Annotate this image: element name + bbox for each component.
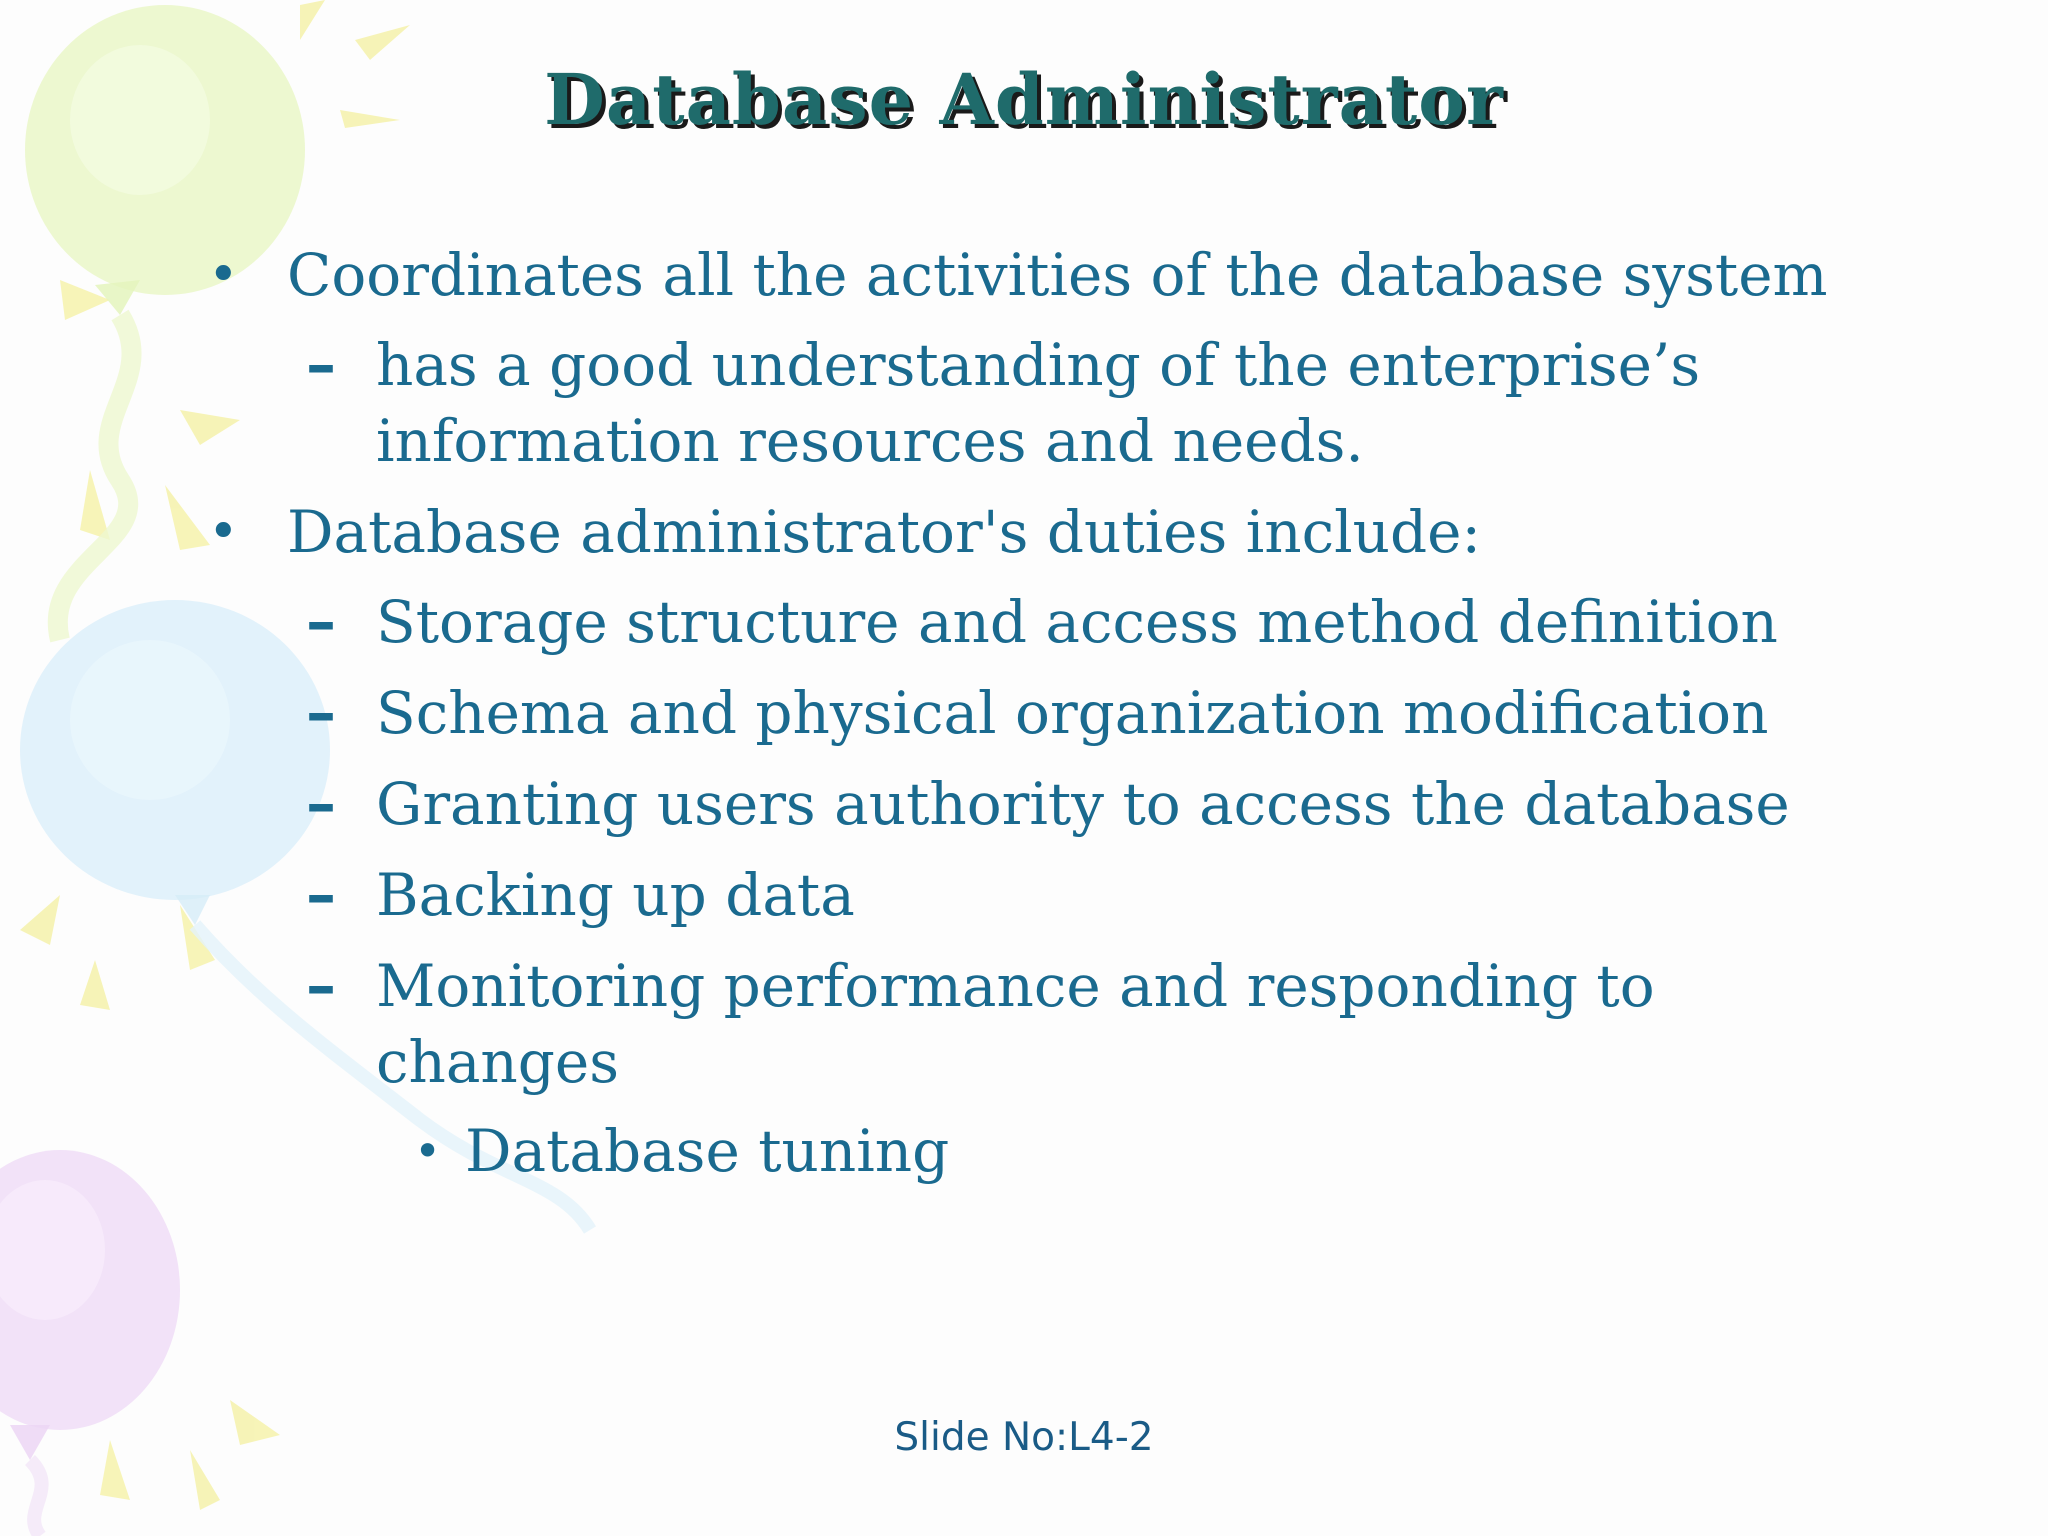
subitem-text-line: information resources and needs. bbox=[376, 407, 1364, 475]
bullet-text: Database administrator's duties include: bbox=[287, 498, 1481, 566]
subitem-text-line: has a good understanding of the enterprise’s bbox=[376, 331, 1701, 399]
subitem-text-line: Storage structure and access method definition bbox=[376, 588, 1778, 656]
dash-marker: – bbox=[306, 860, 336, 930]
subitem-text-line: changes bbox=[376, 1028, 619, 1096]
bullet-marker: • bbox=[208, 502, 239, 562]
dash-marker: – bbox=[306, 951, 336, 1021]
dash-marker: – bbox=[306, 587, 336, 657]
slide-number: Slide No:L4-2 bbox=[894, 1415, 1154, 1460]
bullet-text: Coordinates all the activities of the database system bbox=[287, 241, 1828, 309]
subitem-text-line: Backing up data bbox=[376, 861, 855, 929]
subitem-text-line: Monitoring performance and responding to bbox=[376, 952, 1655, 1020]
subitem-text-line: Schema and physical organization modification bbox=[376, 679, 1769, 747]
dash-marker: – bbox=[306, 769, 336, 839]
subitem-text-line: Granting users authority to access the database bbox=[376, 770, 1790, 838]
dash-marker: – bbox=[306, 330, 336, 400]
slide-title: Database Administrator bbox=[544, 58, 1504, 141]
bullet-marker: • bbox=[208, 245, 239, 305]
bullet-marker: • bbox=[414, 1124, 442, 1178]
dash-marker: – bbox=[306, 678, 336, 748]
tertiary-text: Database tuning bbox=[465, 1117, 950, 1185]
